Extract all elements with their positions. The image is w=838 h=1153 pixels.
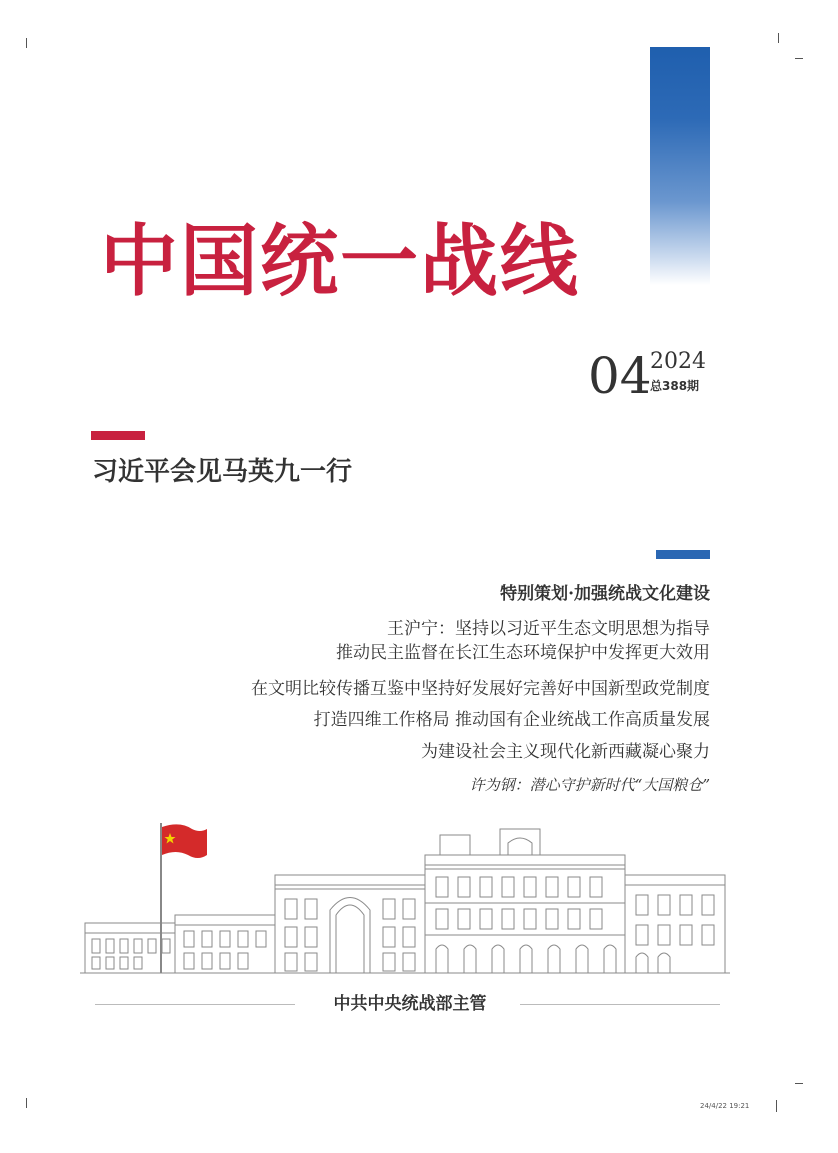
toc-item: 为建设社会主义现代化新西藏凝心聚力 [421, 742, 710, 762]
crop-mark-top-left [26, 38, 27, 48]
crop-mark-top-right [778, 33, 779, 43]
scan-timestamp: 24/4/22 19:21 [700, 1102, 750, 1110]
blue-accent-bar [656, 550, 710, 559]
toc-item: 在文明比较传播互鉴中坚持好发展好完善好中国新型政党制度 [251, 679, 710, 699]
divider-right [520, 1004, 720, 1005]
crop-mark-bottom-left [26, 1098, 27, 1108]
toc-item: 王沪宁：坚持以习近平生态文明思想为指导 [387, 619, 710, 639]
red-accent-bar [91, 431, 145, 440]
toc-item: 推动民主监督在长江生态环境保护中发挥更大效用 [336, 643, 710, 663]
crop-mark-bottom-right [776, 1100, 777, 1112]
issue-number: 04 [588, 347, 652, 405]
publisher-label: 中共中央统战部主管 [333, 994, 487, 1014]
cover-headline: 习近平会见马英九一行 [92, 457, 353, 487]
magazine-masthead: 中国统一战线 [100, 217, 581, 307]
divider-left [95, 1004, 295, 1005]
building-illustration [80, 815, 730, 985]
crop-mark-right-upper [795, 58, 803, 59]
issue-total: 总388期 [650, 379, 700, 393]
toc-section-title: 特别策划·加强统战文化建设 [500, 584, 710, 604]
blue-gradient-band [650, 47, 710, 285]
toc-item: 许为钢：潜心守护新时代“大国粮仓” [469, 776, 710, 794]
crop-mark-right-lower [795, 1083, 803, 1084]
issue-year: 2024 [650, 349, 706, 374]
toc-item: 打造四维工作格局 推动国有企业统战工作高质量发展 [313, 710, 710, 730]
